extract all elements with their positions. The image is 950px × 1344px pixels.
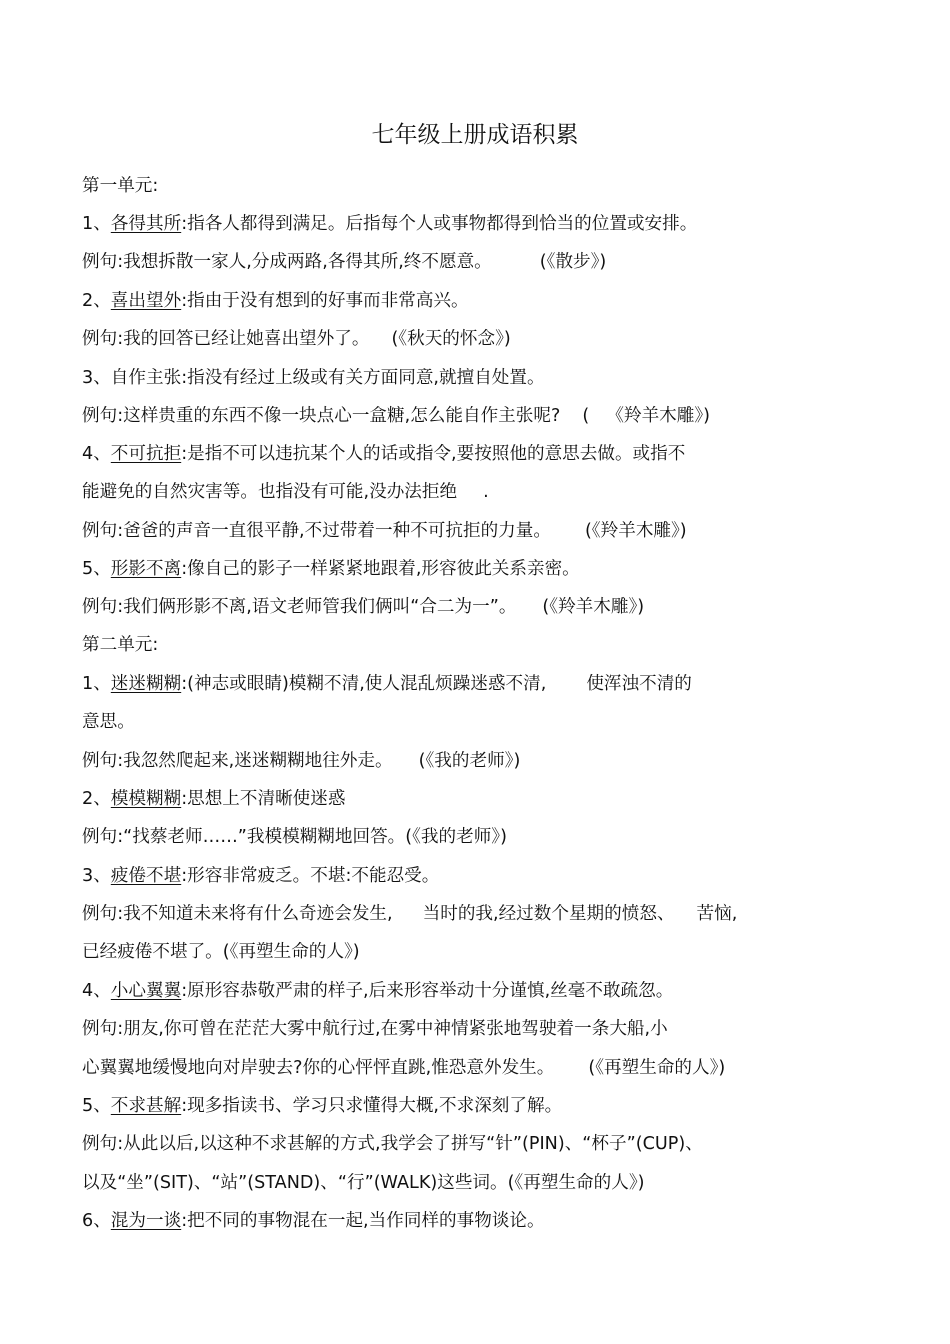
example-source: (《散步》) [539, 252, 607, 272]
example-source: 《羚羊木雕》) [615, 406, 711, 426]
idiom-definition: :指由于没有想到的好事而非常高兴。 [181, 291, 469, 311]
entry-number: 2、 [82, 291, 111, 311]
entry-number: 3、 [82, 368, 111, 388]
unit1-entry4-definition-cont [82, 474, 882, 510]
unit1-entry4-example [82, 513, 882, 549]
idiom-term: 迷迷糊糊 [110, 674, 182, 694]
example-sentence: 例句:我的回答已经让她喜出望外了。 [82, 329, 370, 349]
idiom-term: 模模糊糊 [110, 789, 182, 809]
idiom-term: 小心翼翼 [110, 981, 182, 1001]
idiom-term: 混为一谈 [110, 1211, 182, 1231]
unit2-entry3-example [82, 896, 882, 932]
unit1-heading: 第一单元: [82, 176, 159, 196]
page-title: 七年级上册成语积累 [371, 122, 579, 148]
entry-number: 6、 [82, 1211, 111, 1231]
example-sentence: 例句:我不知道未来将有什么奇迹会发生, [82, 904, 393, 924]
unit2-entry5-example-cont: 以及“坐”(SIT)、“站”(STAND)、“行”(WALK)这些词。(《再塑生命的人》) [82, 1173, 645, 1193]
entry-number: 5、 [82, 559, 111, 579]
unit2-entry1-definition [82, 666, 882, 702]
unit2-entry1-definition-cont: 意思。 [82, 712, 135, 732]
example-source: (《再塑生命的人》) [588, 1058, 726, 1078]
idiom-term: 不求甚解 [110, 1096, 182, 1116]
idiom-term: 疲倦不堪 [110, 866, 182, 886]
entry-number: 2、 [82, 789, 111, 809]
idiom-definition: :现多指读书、学习只求懂得大概,不求深刻了解。 [181, 1096, 563, 1116]
unit2-entry4-example: 例句:朋友,你可曾在茫茫大雾中航行过,在雾中神情紧张地驾驶着一条大船,小 [82, 1019, 668, 1039]
unit2-entry6-definition [82, 1203, 882, 1239]
entry-number: 4、 [82, 444, 111, 464]
example-sentence-b: 当时的我,经过数个星期的愤怒、 [422, 904, 675, 924]
example-source: (《秋天的怀念》) [391, 329, 511, 349]
unit2-entry4-example-cont [82, 1050, 882, 1086]
unit1-entry3-example [82, 398, 882, 434]
idiom-definition: :是指不可以违抗某个人的话或指令,要按照他的意思去做。或指不 [181, 444, 686, 464]
unit1-entry2-definition [82, 283, 882, 319]
example-source: (《羚羊木雕》) [584, 521, 687, 541]
example-source: (《羚羊木雕》) [542, 597, 645, 617]
unit2-entry1-example [82, 743, 882, 779]
unit1-entry5-example [82, 589, 882, 625]
idiom-definition: :思想上不清晰使迷惑 [181, 789, 346, 809]
unit2-entry2-example: 例句:“找蔡老师……”我模模糊糊地回答。(《我的老师》) [82, 827, 507, 847]
idiom-definition: :形容非常疲乏。不堪:不能忍受。 [181, 866, 440, 886]
idiom-definition: :指各人都得到满足。后指每个人或事物都得到恰当的位置或安排。 [181, 214, 698, 234]
unit1-entry1-definition [82, 206, 882, 242]
unit2-entry5-definition [82, 1088, 882, 1124]
entry-number: 1、 [82, 214, 111, 234]
idiom-definition-cont: 能避免的自然灾害等。也指没有可能,没办法拒绝 [82, 482, 458, 502]
idiom-term: 不可抗拒 [110, 444, 182, 464]
idiom-definition-tail: 使浑浊不清的 [586, 674, 692, 694]
example-sentence: 例句:这样贵重的东西不像一块点心一盒糖,怎么能自作主张呢? [82, 406, 561, 426]
unit2-entry3-definition [82, 858, 882, 894]
entry-number: 4、 [82, 981, 111, 1001]
example-sentence: 例句:我想拆散一家人,分成两路,各得其所,终不愿意。 [82, 252, 492, 272]
unit2-heading: 第二单元: [82, 635, 159, 655]
example-source: (《我的老师》) [418, 751, 521, 771]
unit1-entry5-definition [82, 551, 882, 587]
unit2-entry4-definition [82, 973, 882, 1009]
entry-number: 3、 [82, 866, 111, 886]
unit2-entry3-example-cont: 已经疲倦不堪了。(《再塑生命的人》) [82, 942, 360, 962]
example-source-open: ( [582, 406, 590, 426]
unit2-entry5-example: 例句:从此以后,以这种不求甚解的方式,我学会了拼写“针”(PIN)、“杯子”(CUP)、 [82, 1134, 703, 1154]
unit1-entry2-example [82, 321, 882, 357]
idiom-definition: :指没有经过上级或有关方面同意,就擅自处置。 [181, 368, 545, 388]
idiom-definition: :把不同的事物混在一起,当作同样的事物谈论。 [181, 1211, 545, 1231]
example-sentence: 例句:爸爸的声音一直很平静,不过带着一种不可抗拒的力量。 [82, 521, 551, 541]
idiom-definition: :原形容恭敬严肃的样子,后来形容举动十分谨慎,丝毫不敢疏忽。 [181, 981, 674, 1001]
idiom-term: 自作主张 [110, 368, 182, 388]
trailing-dot: . [483, 482, 489, 502]
idiom-definition: :(神志或眼睛)模糊不清,使人混乱烦躁迷惑不清, [181, 674, 547, 694]
entry-number: 5、 [82, 1096, 111, 1116]
idiom-term: 喜出望外 [110, 291, 182, 311]
example-sentence: 例句:我忽然爬起来,迷迷糊糊地往外走。 [82, 751, 393, 771]
unit1-entry1-example [82, 244, 882, 280]
idiom-term: 各得其所 [110, 214, 182, 234]
unit1-entry4-definition [82, 436, 882, 472]
idiom-definition: :像自己的影子一样紧紧地跟着,形容彼此关系亲密。 [181, 559, 580, 579]
idiom-term: 形影不离 [110, 559, 182, 579]
example-sentence-cont: 心翼翼地缓慢地向对岸驶去?你的心怦怦直跳,惟恐意外发生。 [82, 1058, 555, 1078]
entry-number: 1、 [82, 674, 111, 694]
unit2-entry2-definition [82, 781, 882, 817]
example-sentence: 例句:我们俩形影不离,语文老师管我们俩叫“合二为一”。 [82, 597, 517, 617]
example-sentence-c: 苦恼, [696, 904, 738, 924]
unit1-entry3-definition [82, 360, 882, 396]
